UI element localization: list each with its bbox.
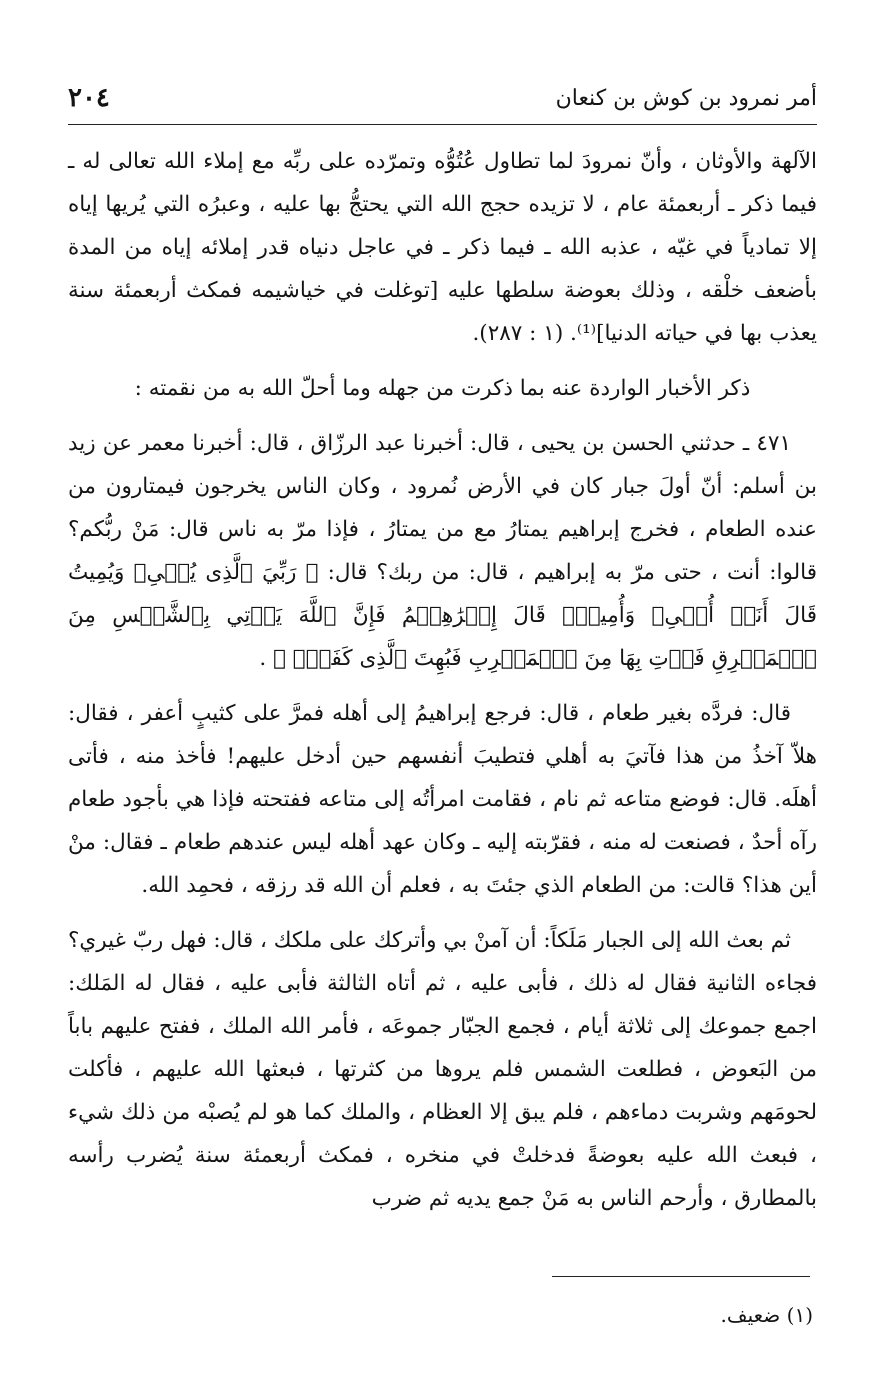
section-heading: ذكر الأخبار الواردة عنه بما ذكرت من جهله وما أحلّ الله به من نقمته : bbox=[134, 376, 751, 401]
footnote-marker: (١) bbox=[786, 1303, 813, 1327]
page-header bbox=[68, 80, 817, 125]
page-number: ٢٠٤ bbox=[68, 83, 110, 113]
paragraph-ibrahim-return: قال: فردَّه بغير طعام ، قال: فرجع إبراهيمُ إلى أهله فمرَّ على كثيبٍ أعفر ، فقال: هلاّ آخذُ من هذا فآتيَ به أهلي فتطيبَ أنفسهم حين أدخل عليهم! فأخذ منه ، فأتى أهلَه. قال: فوضع متاعه ثم نام ، فقامت امرأتُه إلى متاعه ففتحته فإذا هي بأجود طعام رآه أحدٌ ، فصنعت له منه ، فقرّبته إليه ـ وكان عهد أهله ليس عندهم طعام ـ فقال: منْ أين هذا؟ قالت: من الطعام الذي جئتَ به ، فعلم أن الله قد رزقه ، فحمِد الله. bbox=[68, 701, 817, 898]
paragraph-hadith-471: ٤٧١ ـ حدثني الحسن بن يحيى ، قال: أخبرنا عبد الرزّاق ، قال: أخبرنا معمر عن زيد بن أسلم: أنّ أولَ جبار كان في الأرض نُمرود ، وكان الناس يخرجون فيمتارون من عنده الطعام ، فخرج إبراهيم يمتارُ مع من يمتارُ ، فإذا مرّ به ناس قال: مَنْ ربُّكم؟ قالوا: أنت ، حتى مرّ به إبراهيم ، قال: من ربك؟ قال: ﴿ رَبِّيَ ٱلَّذِى يُحۡىِۦ وَيُمِيتُ قَالَ أَنَا۠ أُحۡىِۦ وَأُمِيتُۖ قَالَ إِبۡرَٰهِـۧمُ فَإِنَّ ٱللَّهَ يَأۡتِي بِٱلشَّمۡسِ مِنَ ٱلۡمَشۡرِقِ فَأۡتِ بِهَا مِنَ ٱلۡمَغۡرِبِ فَبُهِتَ ٱلَّذِى كَفَرَۗ ﴾ . bbox=[68, 431, 817, 671]
footnote bbox=[721, 1300, 813, 1330]
paragraph-nimrod-tyranny: الآلهة والأوثان ، وأنّ نمرودَ لما تطاول عُتُوُّه وتمرّده على ربِّه مع إملاء الله تعالى له ـ فيما ذكر ـ أربعمئة عام ، لا تزيده حجج الله التي يحتجُّ بها عليه ، وعبرُه التي يُريها إياه إلا تمادياً في غيّه ، عذبه الله ـ فيما ذكر ـ في عاجل دنياه قدر إملائه إياه من المدة بأضعف خلْقه ، وذلك بعوضة سلطها عليه [توغلت في خياشيمه فمكث أربعمئة سنة يعذب بها في حياته الدنيا]⁽¹⁾. (١ : ٢٨٧). bbox=[68, 149, 817, 346]
footnote-text: ضعيف. bbox=[720, 1303, 781, 1327]
body-text bbox=[68, 140, 817, 1220]
running-title: أمر نمرود بن كوش بن كنعان bbox=[555, 86, 817, 111]
footnote-divider bbox=[552, 1276, 810, 1277]
paragraph-angel-mosquitoes: ثم بعث الله إلى الجبار مَلَكاً: أن آمنْ بي وأتركك على ملكك ، قال: فهل ربّ غيري؟ فجاءه الثانية فقال له ذلك ، فأبى عليه ، ثم أتاه الثالثة فأبى عليه ، فقال له المَلك: اجمع جموعك إلى ثلاثة أيام ، فجمع الجبّار جموعَه ، فأمر الله الملك ، ففتح عليهم باباً من البَعوض ، فطلعت الشمس فلم يروها من كثرتها ، فبعثها الله عليهم ، فأكلت لحومَهم وشربت دماءهم ، فلم يبق إلا العظام ، والملك كما هو لم يُصبْه من ذلك شيء ، فبعث الله عليه بعوضةً فدخلتْ في منخره ، فمكث أربعمئة سنة يُضرب رأسه بالمطارق ، وأرحم الناس به مَنْ جمع يديه ثم ضرب bbox=[68, 928, 817, 1211]
